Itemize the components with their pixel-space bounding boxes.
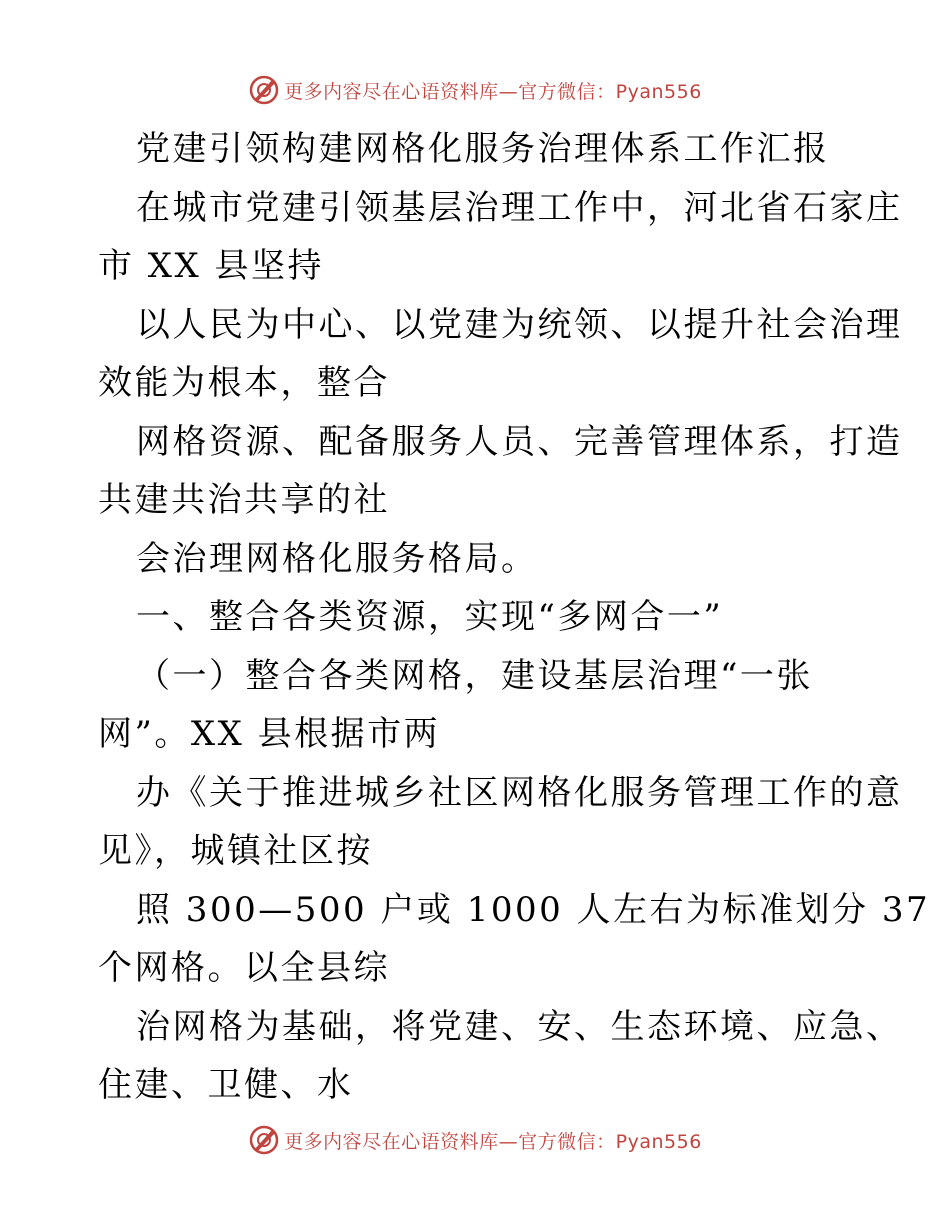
text-line: 照 300—500 户或 1000 人左右为标准划分 37	[136, 889, 931, 930]
text-line: 共建共治共享的社	[98, 480, 390, 520]
text-line: 党建引领构建网格化服务治理体系工作汇报	[136, 129, 830, 169]
text-line: 见》，城镇社区按	[98, 831, 373, 871]
text-line: 市 XX 县坚持	[98, 246, 325, 286]
logo-icon	[248, 74, 280, 106]
text-line: 住建、卫健、水	[98, 1065, 354, 1105]
text-line: 办《关于推进城乡社区网格化服务管理工作的意	[136, 772, 903, 813]
text-line: 网”。XX 县根据市两	[98, 714, 441, 754]
watermark-text: 更多内容尽在心语资料库—官方微信：Pyan556	[284, 1130, 702, 1153]
logo-icon	[248, 1124, 280, 1156]
text-line: 会治理网格化服务格局。	[136, 538, 538, 579]
text-line: 以人民为中心、以党建为统领、以提升社会治理	[136, 304, 903, 345]
text-line: 效能为根本，整合	[98, 363, 390, 403]
text-line: （一）整合各类网格，建设基层治理“一张	[136, 655, 813, 696]
text-line: 治网格为基础，将党建、安、生态环境、应急、	[136, 1006, 903, 1047]
text-line: 一、整合各类资源，实现“多网合一”	[136, 597, 724, 637]
watermark-banner-top	[0, 70, 950, 110]
text-line: 网格资源、配备服务人员、完善管理体系，打造	[136, 421, 903, 462]
watermark-banner-bottom	[0, 1120, 950, 1160]
document-body	[98, 120, 931, 1115]
watermark-text: 更多内容尽在心语资料库—官方微信：Pyan556	[284, 80, 702, 103]
text-line: 在城市党建引领基层治理工作中，河北省石家庄	[136, 187, 903, 228]
text-line: 个网格。以全县综	[98, 948, 390, 988]
